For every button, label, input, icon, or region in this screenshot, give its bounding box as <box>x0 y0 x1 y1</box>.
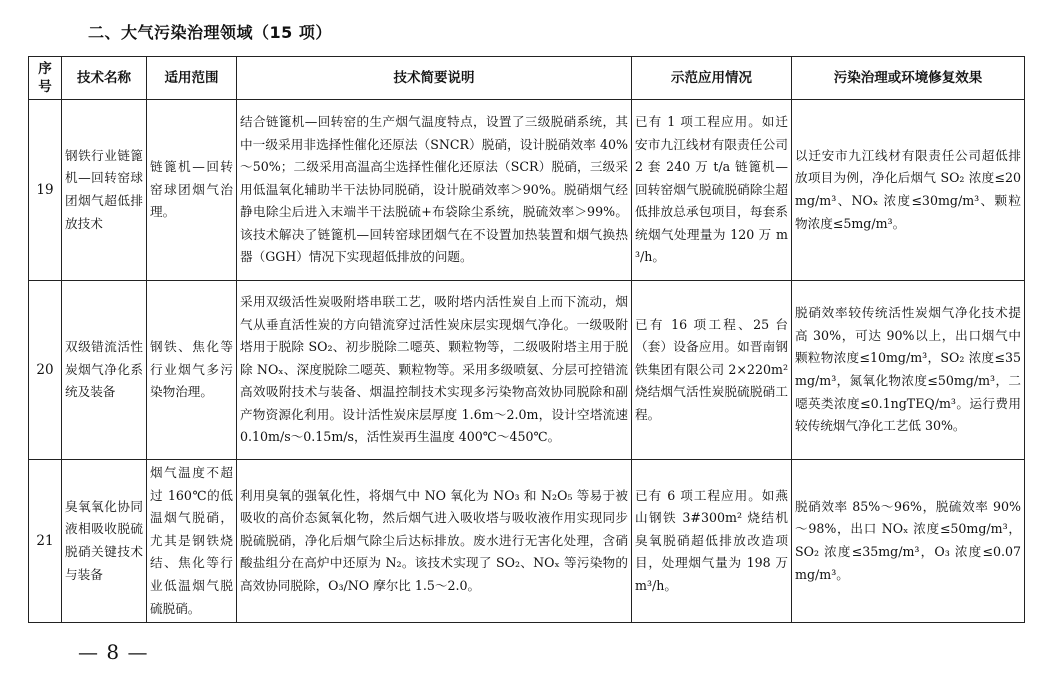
application-scope: 链篦机—回转窑球团烟气治理。 <box>147 100 237 281</box>
table-row <box>29 281 1025 460</box>
technology-table <box>28 56 1025 623</box>
treatment-effect: 脱硝效率较传统活性炭烟气净化技术提高 30%，可达 90%以上，出口烟气中颗粒物浓度≤10mg/m³，SO₂ 浓度≤35mg/m³，氮氧化物浓度≤50mg/m³，二噁英类浓度≤0.1ngTEQ/m³。运行费用较传统烟气净化工艺低 30%。 <box>792 281 1025 460</box>
demo-application: 已有 6 项工程应用。如燕山钢铁 3#300m² 烧结机臭氧脱硝超低排放改造项目，处理烟气量为 198 万 m³/h。 <box>632 460 792 623</box>
demo-application: 已有 1 项工程应用。如迁安市九江线材有限责任公司 2 套 240 万 t/a 链篦机—回转窑烟气脱硫脱硝除尘超低排放总承包项目，每套系统烟气处理量为 120 万 m³/h。 <box>632 100 792 281</box>
table-row <box>29 100 1025 281</box>
header-scope: 适用范围 <box>147 57 237 100</box>
row-number: 21 <box>29 460 62 623</box>
section-heading: 二、大气污染治理领域（15 项） <box>88 23 332 42</box>
header-effect: 污染治理或环境修复效果 <box>792 57 1025 100</box>
header-name: 技术名称 <box>62 57 147 100</box>
technology-description: 结合链篦机—回转窑的生产烟气温度特点，设置了三级脱硝系统，其中一级采用非选择性催化还原法（SNCR）脱硝，设计脱硝效率 40%～50%；二级采用高温高尘选择性催化还原法（SCR）脱硝，三级采用低温氧化辅助半干法协同脱硝，设计脱硝效率＞90%。脱硝烟气经静电除尘后进入末端半干法脱硫+布袋除尘系统，脱硫效率＞99%。该技术解决了链篦机—回转窑球团烟气在不设置加热装置和烟气换热器（GGH）情况下实现超低排放的问题。 <box>237 100 632 281</box>
header-no: 序号 <box>29 57 62 100</box>
table-header-row <box>29 57 1025 100</box>
application-scope: 烟气温度不超过 160℃的低温烟气脱硝，尤其是钢铁烧结、焦化等行业低温烟气脱硫脱硝。 <box>147 460 237 623</box>
treatment-effect: 脱硝效率 85%～96%，脱硫效率 90%～98%，出口 NOₓ 浓度≤50mg/m³，SO₂ 浓度≤35mg/m³，O₃ 浓度≤0.07mg/m³。 <box>792 460 1025 623</box>
treatment-effect: 以迁安市九江线材有限责任公司超低排放项目为例，净化后烟气 SO₂ 浓度≤20mg/m³、NOₓ 浓度≤30mg/m³、颗粒物浓度≤5mg/m³。 <box>792 100 1025 281</box>
technology-description: 采用双级活性炭吸附塔串联工艺，吸附塔内活性炭自上而下流动，烟气从垂直活性炭的方向错流穿过活性炭床层实现烟气净化。一级吸附塔用于脱除 SO₂、初步脱除二噁英、颗粒物等，二级吸附塔主用于脱除 NOₓ、深度脱除二噁英、颗粒物等。采用多级喷氨、分层可控错流高效吸附技术与装备、烟温控制技术实现多污染物高效协同脱除和副产物资源化利用。设计活性炭床层厚度 1.6m～2.0m，设计空塔流速 0.10m/s～0.15m/s，活性炭再生温度 400℃～450℃。 <box>237 281 632 460</box>
header-demo: 示范应用情况 <box>632 57 792 100</box>
header-description: 技术简要说明 <box>237 57 632 100</box>
table-row <box>29 460 1025 623</box>
row-number: 20 <box>29 281 62 460</box>
technology-name: 双级错流活性炭烟气净化系统及装备 <box>62 281 147 460</box>
row-number: 19 <box>29 100 62 281</box>
demo-application: 已有 16 项工程、25 台（套）设备应用。如晋南钢铁集团有限公司 2×220m² 烧结烟气活性炭脱硫脱硝工程。 <box>632 281 792 460</box>
technology-description: 利用臭氧的强氧化性，将烟气中 NO 氧化为 NO₃ 和 N₂O₅ 等易于被吸收的高价态氮氧化物，然后烟气进入吸收塔与吸收液作用实现同步脱硫脱硝，净化后烟气除尘后达标排放。废水进行无害化处理，含硝酸盐组分在高炉中还原为 N₂。该技术实现了 SO₂、NOₓ 等污染物的高效协同脱除，O₃/NO 摩尔比 1.5～2.0。 <box>237 460 632 623</box>
technology-name: 臭氧氧化协同液相吸收脱硫脱硝关键技术与装备 <box>62 460 147 623</box>
page-number: — 8 — <box>78 640 149 664</box>
technology-name: 钢铁行业链篦机—回转窑球团烟气超低排放技术 <box>62 100 147 281</box>
application-scope: 钢铁、焦化等行业烟气多污染物治理。 <box>147 281 237 460</box>
